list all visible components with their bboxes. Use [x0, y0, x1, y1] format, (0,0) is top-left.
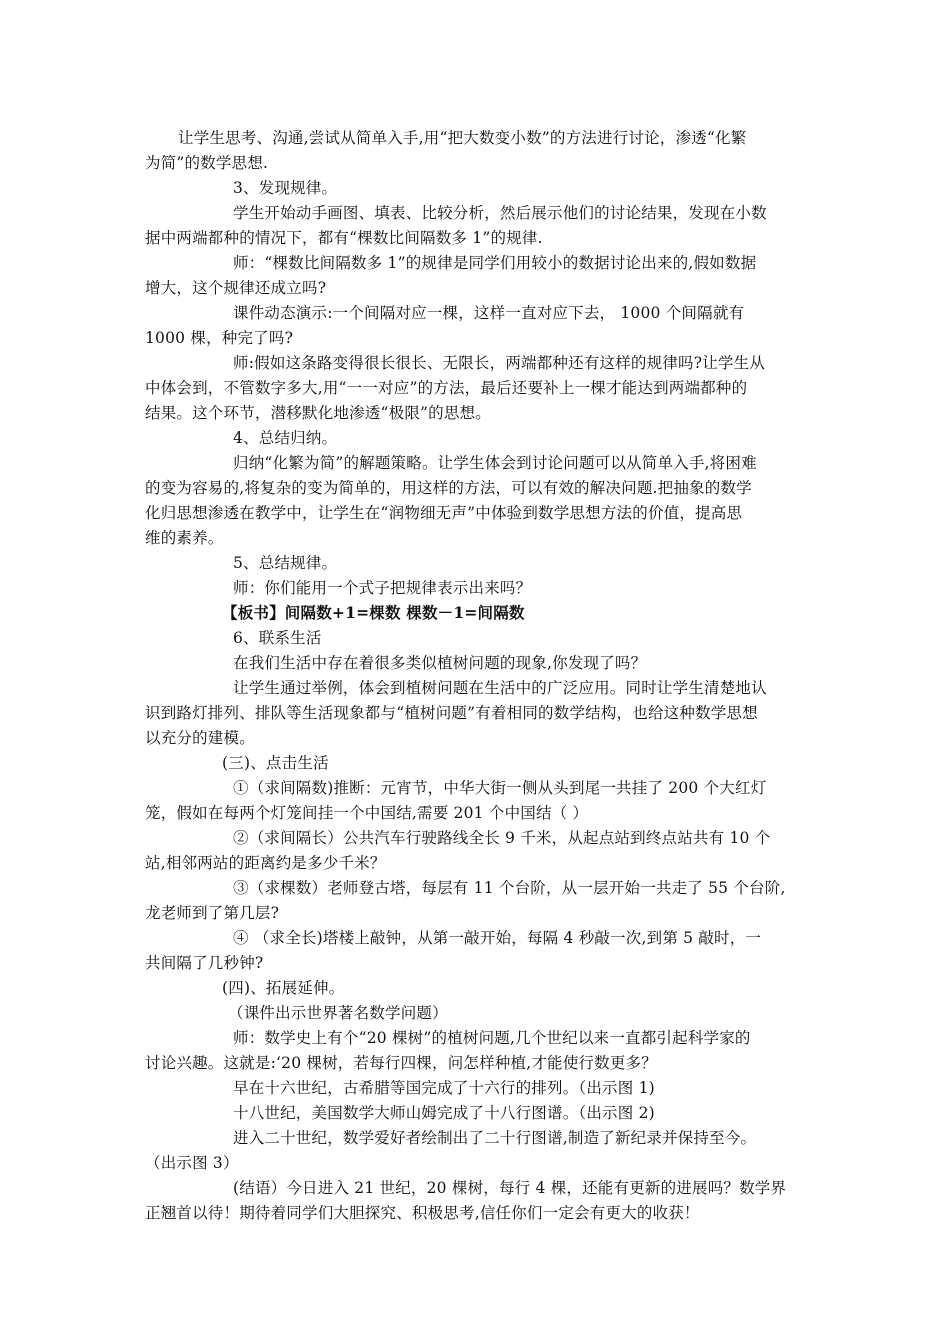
text-line: 识到路灯排列、排队等生活现象都与“植树问题”有着相同的数学结构，也给这种数学思想: [145, 704, 758, 722]
text-line: （出示图 3）: [145, 1154, 239, 1172]
text-line: 以充分的建模。: [145, 729, 255, 747]
text-line: 让学生思考、沟通,尝试从简单入手,用“把大数变小数”的方法进行讨论，渗透“化繁: [178, 129, 747, 147]
text-line: 归纳“化繁为简”的解题策略。让学生体会到讨论问题可以从简单入手,将困难: [233, 454, 757, 472]
text-line: ①（求间隔数)推断：元宵节，中华大街一侧从头到尾一共挂了 200 个大红灯: [233, 779, 767, 797]
text-line: 正翘首以待！期待着同学们大胆探究、积极思考,信任你们一定会有更大的收获！: [145, 1204, 700, 1222]
text-line: 中体会到，不管数字多大,用“一一对应”的方法，最后还要补上一棵才能达到两端都种的: [145, 379, 748, 397]
text-line: 学生开始动手画图、填表、比较分析，然后展示他们的讨论结果，发现在小数: [233, 204, 767, 222]
section-heading: 6、联系生活: [233, 629, 322, 647]
board-note: 【板书】间隔数+1=棵数 棵数－1=间隔数: [222, 603, 525, 622]
text-line: 师:假如这条路变得很长很长、无限长，两端都种还有这样的规律吗?让学生从: [233, 354, 766, 372]
text-line: 进入二十世纪，数学爱好者绘制出了二十行图谱,制造了新纪录并保持至今。: [233, 1129, 757, 1147]
text-line: 据中两端都种的情况下，都有“棵数比间隔数多 1”的规律.: [145, 229, 543, 247]
text-line: ②（求间隔长）公共汽车行驶路线全长 9 千米，从起点站到终点站共有 10 个: [233, 829, 771, 847]
text-line: 1000 棵，种完了吗?: [145, 329, 294, 347]
text-line: 为简”的数学思想.: [145, 154, 269, 172]
text-line: 十八世纪，美国数学大师山姆完成了十八行图谱。（出示图 2): [233, 1104, 655, 1122]
text-line: 课件动态演示:一个间隔对应一棵，这样一直对应下去， 1000 个间隔就有: [233, 304, 745, 322]
section-heading: 3、发现规律。: [233, 179, 338, 197]
text-line: 增大，这个规律还成立吗?: [145, 279, 327, 297]
section-heading: 5、总结规律。: [233, 554, 338, 572]
text-line: 师：“棵数比间隔数多 1”的规律是同学们用较小的数据讨论出来的,假如数据: [233, 254, 757, 272]
text-line: 的变为容易的,将复杂的变为简单的，用这样的方法，可以有效的解决问题.把抽象的数学: [145, 479, 752, 497]
text-line: ③（求棵数）老师登古塔，每层有 11 个台阶，从一层开始一共走了 55 个台阶,: [233, 879, 786, 897]
text-line: 笼，假如在每两个灯笼间挂一个中国结,需要 201 个中国结（ ）: [145, 804, 589, 822]
text-line: ④ （求全长)塔楼上敲钟，从第一敲开始，每隔 4 秒敲一次,到第 5 敲时，一: [233, 929, 762, 947]
text-line: 龙老师到了第几层?: [145, 904, 280, 922]
text-line: (结语）今日进入 21 世纪，20 棵树，每行 4 棵，还能有更新的进展吗？数学界: [233, 1179, 787, 1197]
text-line: 讨论兴趣。这就是:‘20 棵树，若每行四棵，问怎样种植,才能使行数更多？: [145, 1054, 657, 1072]
text-line: 站,相邻两站的距离约是多少千米？: [145, 854, 386, 872]
text-line: （课件出示世界著名数学问题）: [228, 1004, 448, 1022]
text-line: 结果。这个环节，潜移默化地渗透“极限”的思想。: [145, 404, 491, 422]
text-line: 共间隔了几秒钟?: [145, 954, 264, 972]
text-line: 让学生通过举例，体会到植树问题在生活中的广泛应用。同时让学生清楚地认: [233, 679, 767, 697]
text-line: 维的素养。: [145, 529, 224, 547]
text-line: 早在十六世纪，古希腊等国完成了十六行的排列。（出示图 1): [233, 1079, 655, 1097]
section-heading: (三)、点击生活: [222, 754, 329, 772]
text-line: 师：数学史上有个“20 棵树”的植树问题,几个世纪以来一直都引起科学家的: [233, 1029, 751, 1047]
section-heading: (四)、拓展延伸。: [222, 979, 345, 997]
text-line: 化归思想渗透在教学中，让学生在“润物细无声”中体验到数学思想方法的价值，提高思: [145, 504, 743, 522]
section-heading: 4、总结归纳。: [233, 429, 338, 447]
text-line: 在我们生活中存在着很多类似植树问题的现象,你发现了吗？: [233, 654, 647, 672]
text-line: 师：你们能用一个式子把规律表示出来吗？: [233, 579, 532, 597]
